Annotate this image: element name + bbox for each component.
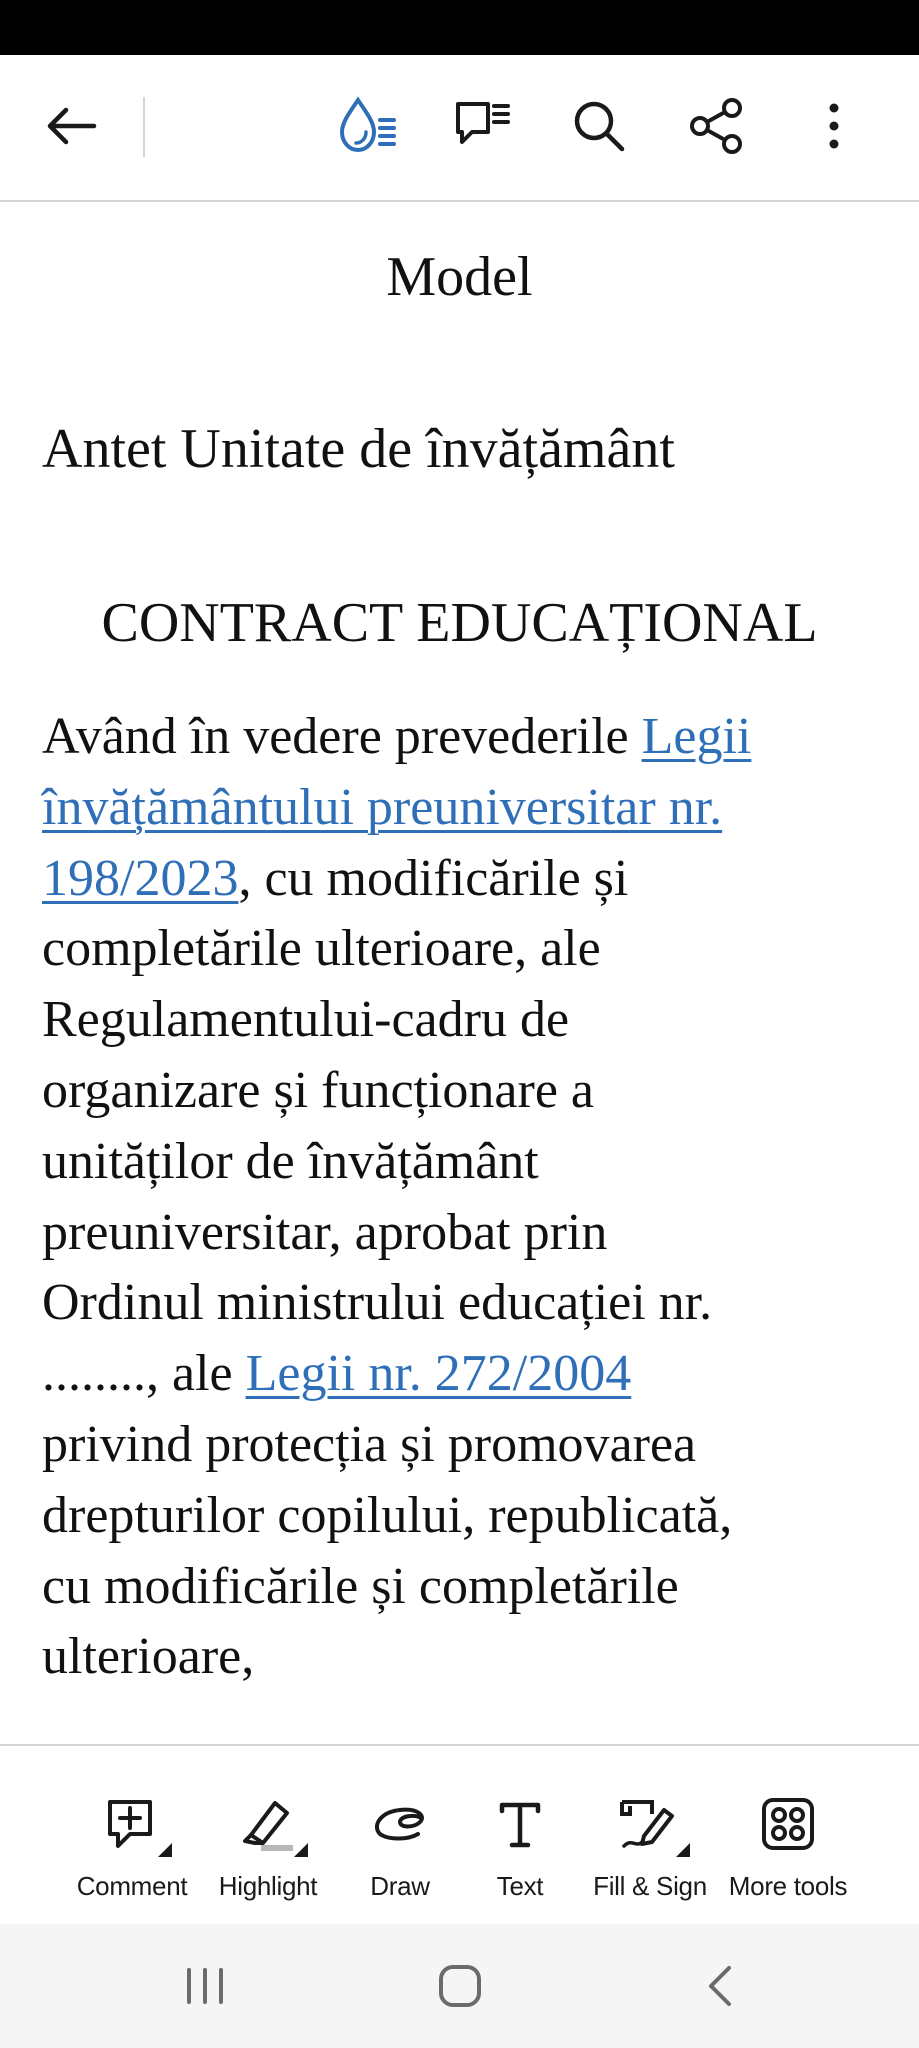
more-tools-grid-icon (748, 1789, 828, 1859)
system-navigation-bar (0, 1924, 919, 2048)
paragraph-line: drepturilor copilului, republicată, (42, 1486, 733, 1544)
toolbar-divider (143, 97, 145, 157)
draw-tool-button[interactable] (350, 1746, 450, 1926)
paragraph-line: privind protecția și promovarea (42, 1415, 697, 1473)
comment-tool-button[interactable] (72, 1746, 192, 1926)
comment-add-icon (92, 1789, 172, 1859)
fill-sign-tool-button[interactable] (585, 1746, 715, 1926)
recents-icon[interactable] (165, 1954, 245, 2018)
paragraph-line: Având în vedere prevederile Legii (42, 708, 752, 765)
paragraph-line (42, 773, 902, 844)
text-tool-button[interactable] (470, 1746, 570, 1926)
back-arrow-icon[interactable] (36, 90, 108, 162)
school-header-placeholder: Antet Unitate de învățământ (42, 418, 675, 480)
paragraph-line: Regulamentului-cadru de (42, 991, 570, 1049)
paragraph-line: 198/2023, cu modificările și (42, 849, 629, 907)
paragraph-line: Ordinul ministrului educației nr. (42, 1274, 713, 1332)
share-icon[interactable] (681, 90, 753, 162)
system-back-icon[interactable] (680, 1954, 760, 2018)
tool-label: Text (496, 1871, 544, 1901)
fill-sign-icon (610, 1789, 690, 1859)
liquid-mode-icon[interactable] (332, 90, 404, 162)
law-198-2023-link[interactable]: învățământului preuniversitar nr. (42, 778, 723, 836)
tool-label: Fill & Sign (593, 1871, 707, 1901)
contract-intro-paragraph (42, 702, 902, 1693)
paragraph-line: completările ulterioare, ale (42, 920, 601, 978)
more-tools-button[interactable] (723, 1746, 853, 1926)
law-272-2004-link[interactable]: Legii nr. 272/2004 (245, 1345, 632, 1403)
bottom-tools-bar (0, 1744, 919, 1926)
paragraph-line: unităților de învățământ (42, 1132, 539, 1190)
tool-label: Highlight (218, 1871, 318, 1901)
text-icon (480, 1789, 560, 1859)
paragraph-line: preuniversitar, aprobat prin (42, 1203, 608, 1261)
paragraph-line: cu modificările și completările (42, 1557, 679, 1615)
document-view[interactable] (0, 202, 919, 1744)
tool-label: More tools (728, 1871, 848, 1901)
status-bar (0, 0, 919, 55)
law-198-2023-link[interactable]: Legii (641, 708, 752, 765)
document-title: Model (386, 246, 533, 308)
home-icon[interactable] (420, 1954, 500, 2018)
comments-list-icon[interactable] (446, 90, 518, 162)
top-toolbar (0, 55, 919, 202)
search-icon[interactable] (563, 90, 635, 162)
more-vertical-icon[interactable] (798, 90, 870, 162)
contract-heading: CONTRACT EDUCAȚIONAL (101, 592, 818, 654)
law-198-2023-link[interactable]: 198/2023 (42, 849, 239, 907)
highlight-icon (228, 1789, 308, 1859)
tool-label: Comment (76, 1871, 188, 1901)
paragraph-line: organizare și funcționare a (42, 1061, 594, 1119)
paragraph-line: ulterioare, (42, 1628, 255, 1686)
tool-label: Draw (370, 1871, 430, 1901)
paragraph-line: ........, ale Legii nr. 272/2004 (42, 1345, 632, 1403)
draw-icon (360, 1789, 440, 1859)
highlight-tool-button[interactable] (208, 1746, 328, 1926)
